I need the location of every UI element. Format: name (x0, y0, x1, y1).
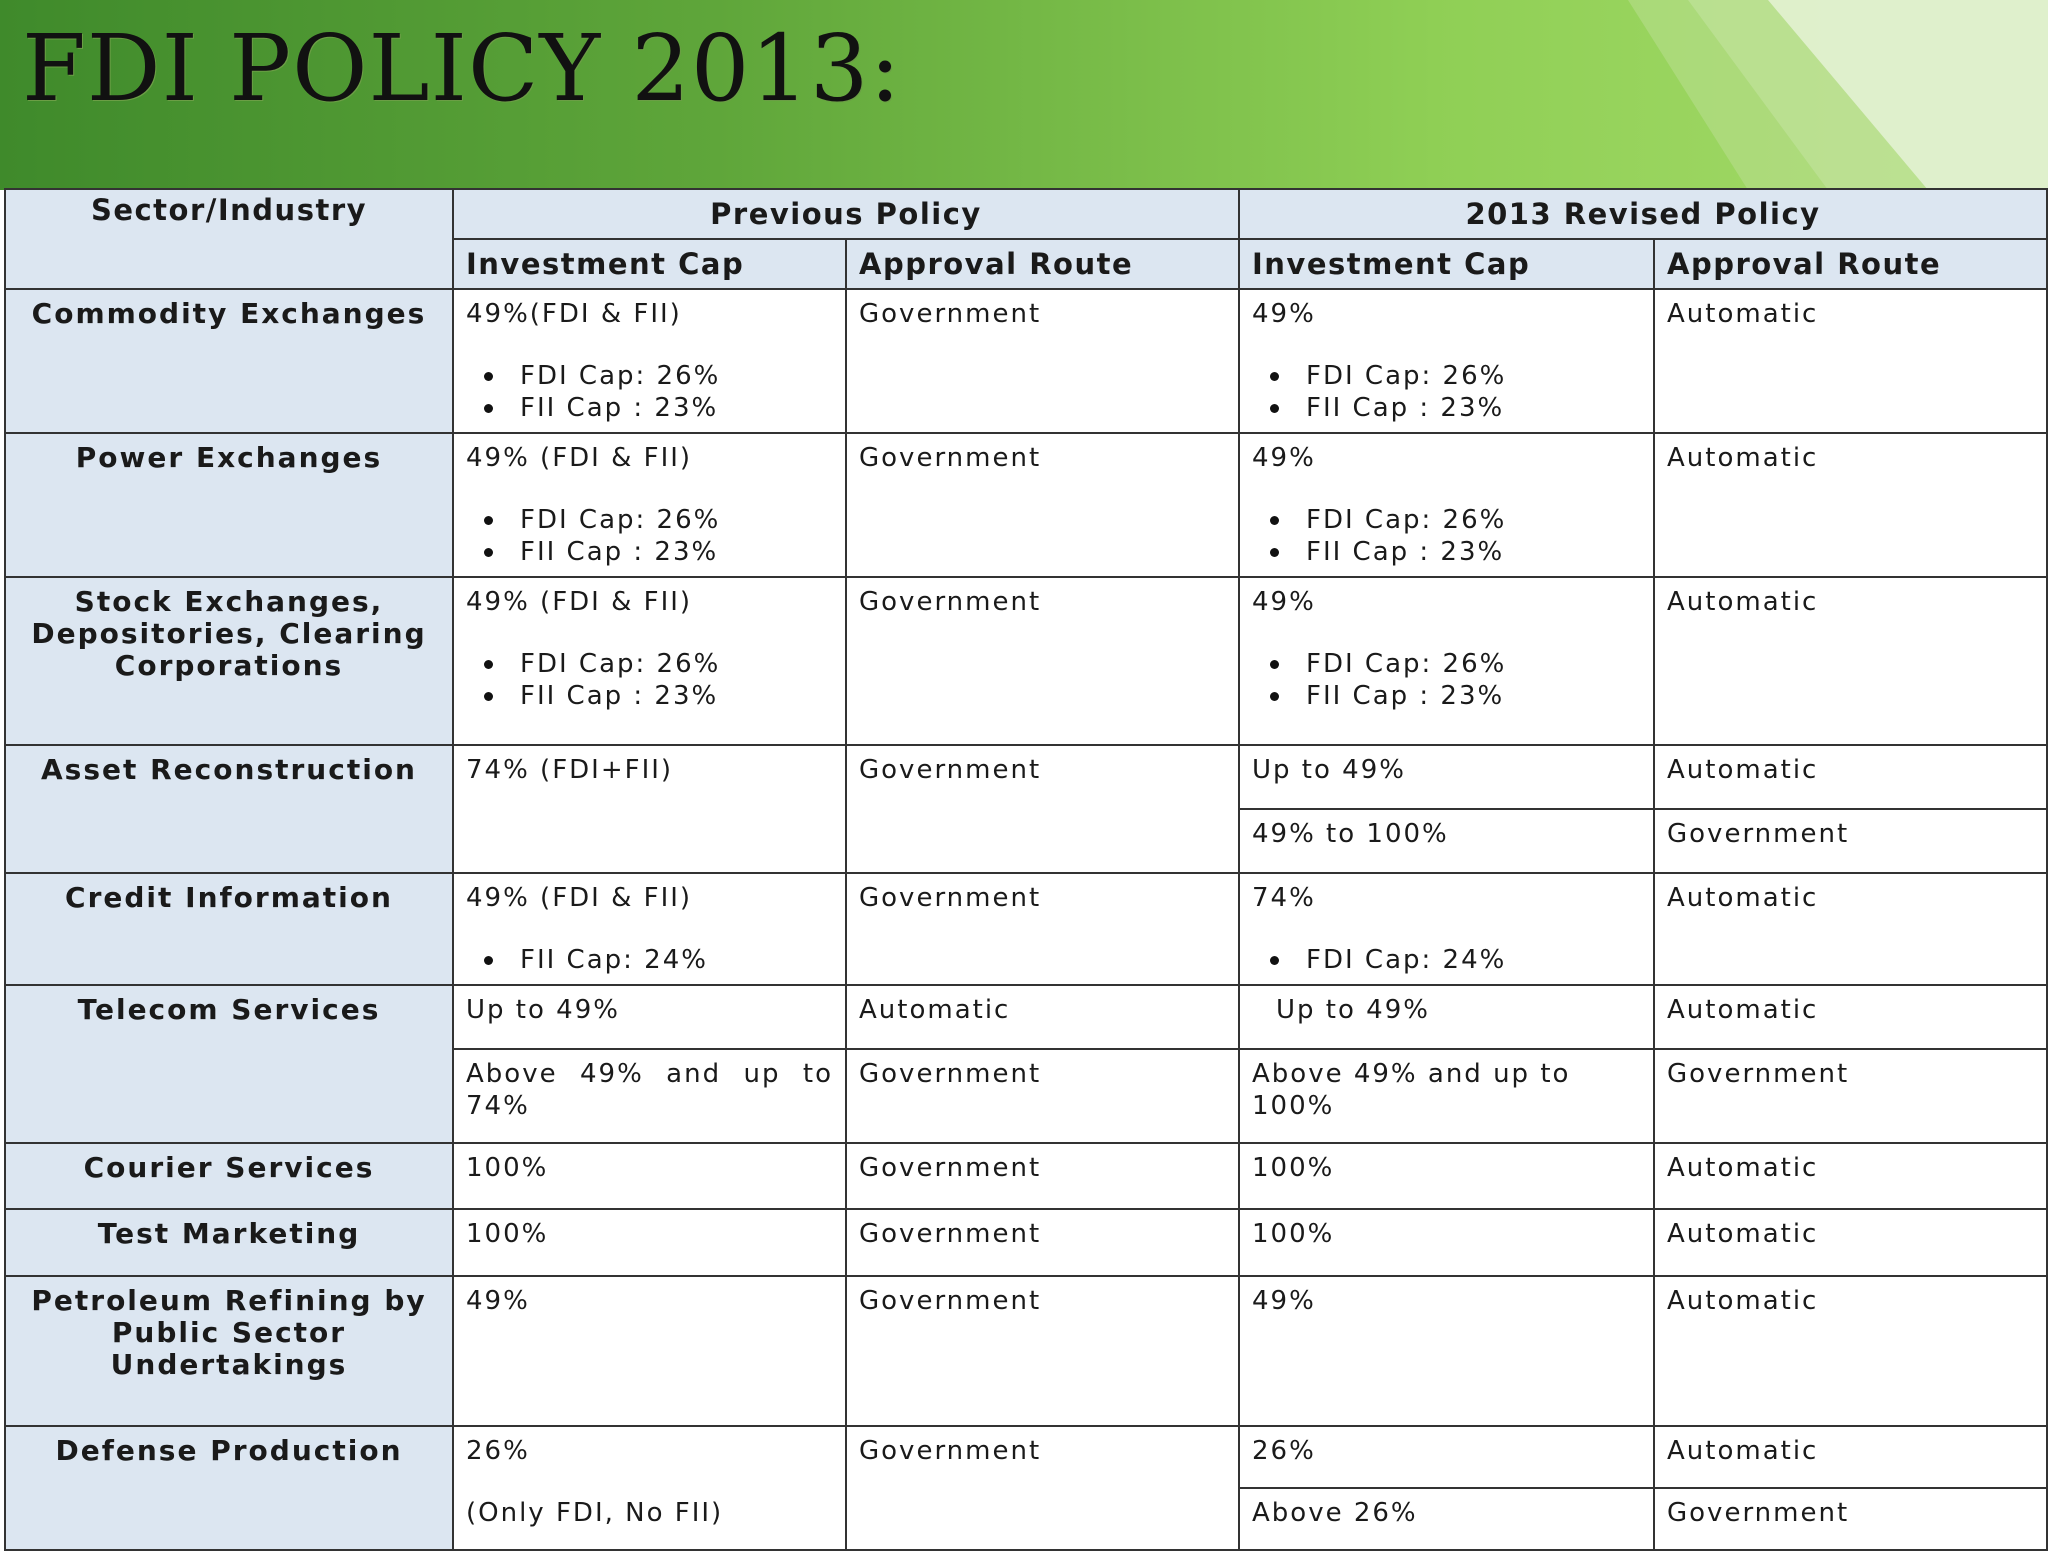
header-prev-approval-route: Approval Route (846, 239, 1239, 289)
new-cap-cell: 49% (1239, 1276, 1654, 1426)
prev-route-cell: Government (846, 1276, 1239, 1426)
banner-decoration (1628, 0, 2048, 190)
cap-note: (Only FDI, No FII) (466, 1498, 724, 1528)
new-route-cell: Automatic (1654, 1143, 2047, 1209)
list-item: FDI Cap: 26% (480, 648, 833, 680)
prev-route-cell: Government (846, 1143, 1239, 1209)
list-item: FDI Cap: 26% (480, 360, 833, 392)
new-route-cell: Automatic (1654, 745, 2047, 809)
prev-cap-cell: Above 49% and up to 74% (453, 1049, 846, 1143)
list-item: FDI Cap: 26% (1266, 648, 1641, 680)
new-cap-cell: 100% (1239, 1143, 1654, 1209)
table-row (5, 433, 2047, 577)
new-cap-cell: Above 26% (1239, 1488, 1654, 1550)
new-route-cell: Government (1654, 1488, 2047, 1550)
cap-value: 49% (1252, 587, 1316, 617)
prev-route-cell: Government (846, 433, 1239, 577)
list-item: FDI Cap: 24% (1266, 944, 1641, 976)
new-cap-cell: Above 49% and up to 100% (1239, 1049, 1654, 1143)
header-revised-policy: 2013 Revised Policy (1239, 189, 2047, 239)
prev-cap-cell: 49% (453, 1276, 846, 1426)
title-banner (0, 0, 2048, 190)
table-row (5, 289, 2047, 433)
cap-value: 49%(FDI & FII) (466, 299, 682, 329)
prev-cap-cell (453, 433, 846, 577)
list-item: FDI Cap: 26% (1266, 360, 1641, 392)
prev-route-cell: Automatic (846, 985, 1239, 1049)
header-sector: Sector/Industry (5, 189, 453, 289)
list-item: FII Cap : 23% (480, 536, 833, 568)
new-cap-cell: 26% (1239, 1426, 1654, 1488)
table-row (5, 873, 2047, 985)
sector-cell: Telecom Services (5, 985, 453, 1143)
prev-route-cell: Government (846, 1209, 1239, 1276)
table-row (5, 1426, 2047, 1488)
new-cap-cell: Up to 49% (1239, 985, 1654, 1049)
sector-cell: Test Marketing (5, 1209, 453, 1276)
header-previous-policy: Previous Policy (453, 189, 1239, 239)
list-item: FII Cap : 23% (1266, 680, 1641, 712)
cap-value: 26% (466, 1436, 530, 1466)
list-item: FDI Cap: 26% (1266, 504, 1641, 536)
new-route-cell: Automatic (1654, 289, 2047, 433)
table-row (5, 1276, 2047, 1426)
cap-value: 49% (FDI & FII) (466, 443, 693, 473)
fdi-policy-table (4, 188, 2048, 1551)
sector-cell: Asset Reconstruction (5, 745, 453, 873)
table-row (5, 985, 2047, 1049)
header-new-approval-route: Approval Route (1654, 239, 2047, 289)
table-row (5, 577, 2047, 745)
slide-title: FDI POLICY 2013: (22, 15, 902, 122)
new-route-cell: Automatic (1654, 1276, 2047, 1426)
prev-route-cell: Government (846, 289, 1239, 433)
new-cap-cell (1239, 289, 1654, 433)
new-route-cell: Automatic (1654, 873, 2047, 985)
sector-cell: Defense Production (5, 1426, 453, 1550)
table-row (5, 1209, 2047, 1276)
prev-cap-cell (453, 577, 846, 745)
new-cap-cell (1239, 433, 1654, 577)
prev-cap-cell: 100% (453, 1209, 846, 1276)
list-item: FII Cap : 23% (480, 392, 833, 424)
sector-cell: Petroleum Refining by Public Sector Undertakings (5, 1276, 453, 1426)
new-cap-cell: 100% (1239, 1209, 1654, 1276)
new-route-cell: Automatic (1654, 577, 2047, 745)
prev-cap-cell (453, 1426, 846, 1550)
cap-value: 74% (1252, 883, 1316, 913)
cap-value: 49% (FDI & FII) (466, 883, 693, 913)
sector-cell: Power Exchanges (5, 433, 453, 577)
new-route-cell: Government (1654, 809, 2047, 873)
new-cap-cell (1239, 577, 1654, 745)
prev-cap-cell: 100% (453, 1143, 846, 1209)
list-item: FDI Cap: 26% (480, 504, 833, 536)
sector-cell: Courier Services (5, 1143, 453, 1209)
cap-value: 49% (FDI & FII) (466, 587, 693, 617)
prev-route-cell: Government (846, 745, 1239, 873)
new-route-cell: Automatic (1654, 985, 2047, 1049)
list-item: FII Cap : 23% (480, 680, 833, 712)
prev-cap-cell: Up to 49% (453, 985, 846, 1049)
cap-value: 49% (1252, 299, 1316, 329)
list-item: FII Cap: 24% (480, 944, 833, 976)
prev-route-cell: Government (846, 1426, 1239, 1550)
list-item: FII Cap : 23% (1266, 536, 1641, 568)
new-route-cell: Automatic (1654, 433, 2047, 577)
sector-cell: Commodity Exchanges (5, 289, 453, 433)
sector-cell: Credit Information (5, 873, 453, 985)
prev-cap-cell: 74% (FDI+FII) (453, 745, 846, 873)
new-route-cell: Automatic (1654, 1426, 2047, 1488)
prev-cap-cell (453, 873, 846, 985)
new-cap-cell (1239, 873, 1654, 985)
sector-cell: Stock Exchanges, Depositories, Clearing Corporations (5, 577, 453, 745)
header-prev-investment-cap: Investment Cap (453, 239, 846, 289)
prev-cap-cell (453, 289, 846, 433)
header-new-investment-cap: Investment Cap (1239, 239, 1654, 289)
list-item: FII Cap : 23% (1266, 392, 1641, 424)
new-cap-cell: Up to 49% (1239, 745, 1654, 809)
prev-route-cell: Government (846, 873, 1239, 985)
prev-route-cell: Government (846, 577, 1239, 745)
new-cap-cell: 49% to 100% (1239, 809, 1654, 873)
table-row (5, 745, 2047, 809)
table-row (5, 1143, 2047, 1209)
new-route-cell: Automatic (1654, 1209, 2047, 1276)
cap-value: 49% (1252, 443, 1316, 473)
new-route-cell: Government (1654, 1049, 2047, 1143)
prev-route-cell: Government (846, 1049, 1239, 1143)
